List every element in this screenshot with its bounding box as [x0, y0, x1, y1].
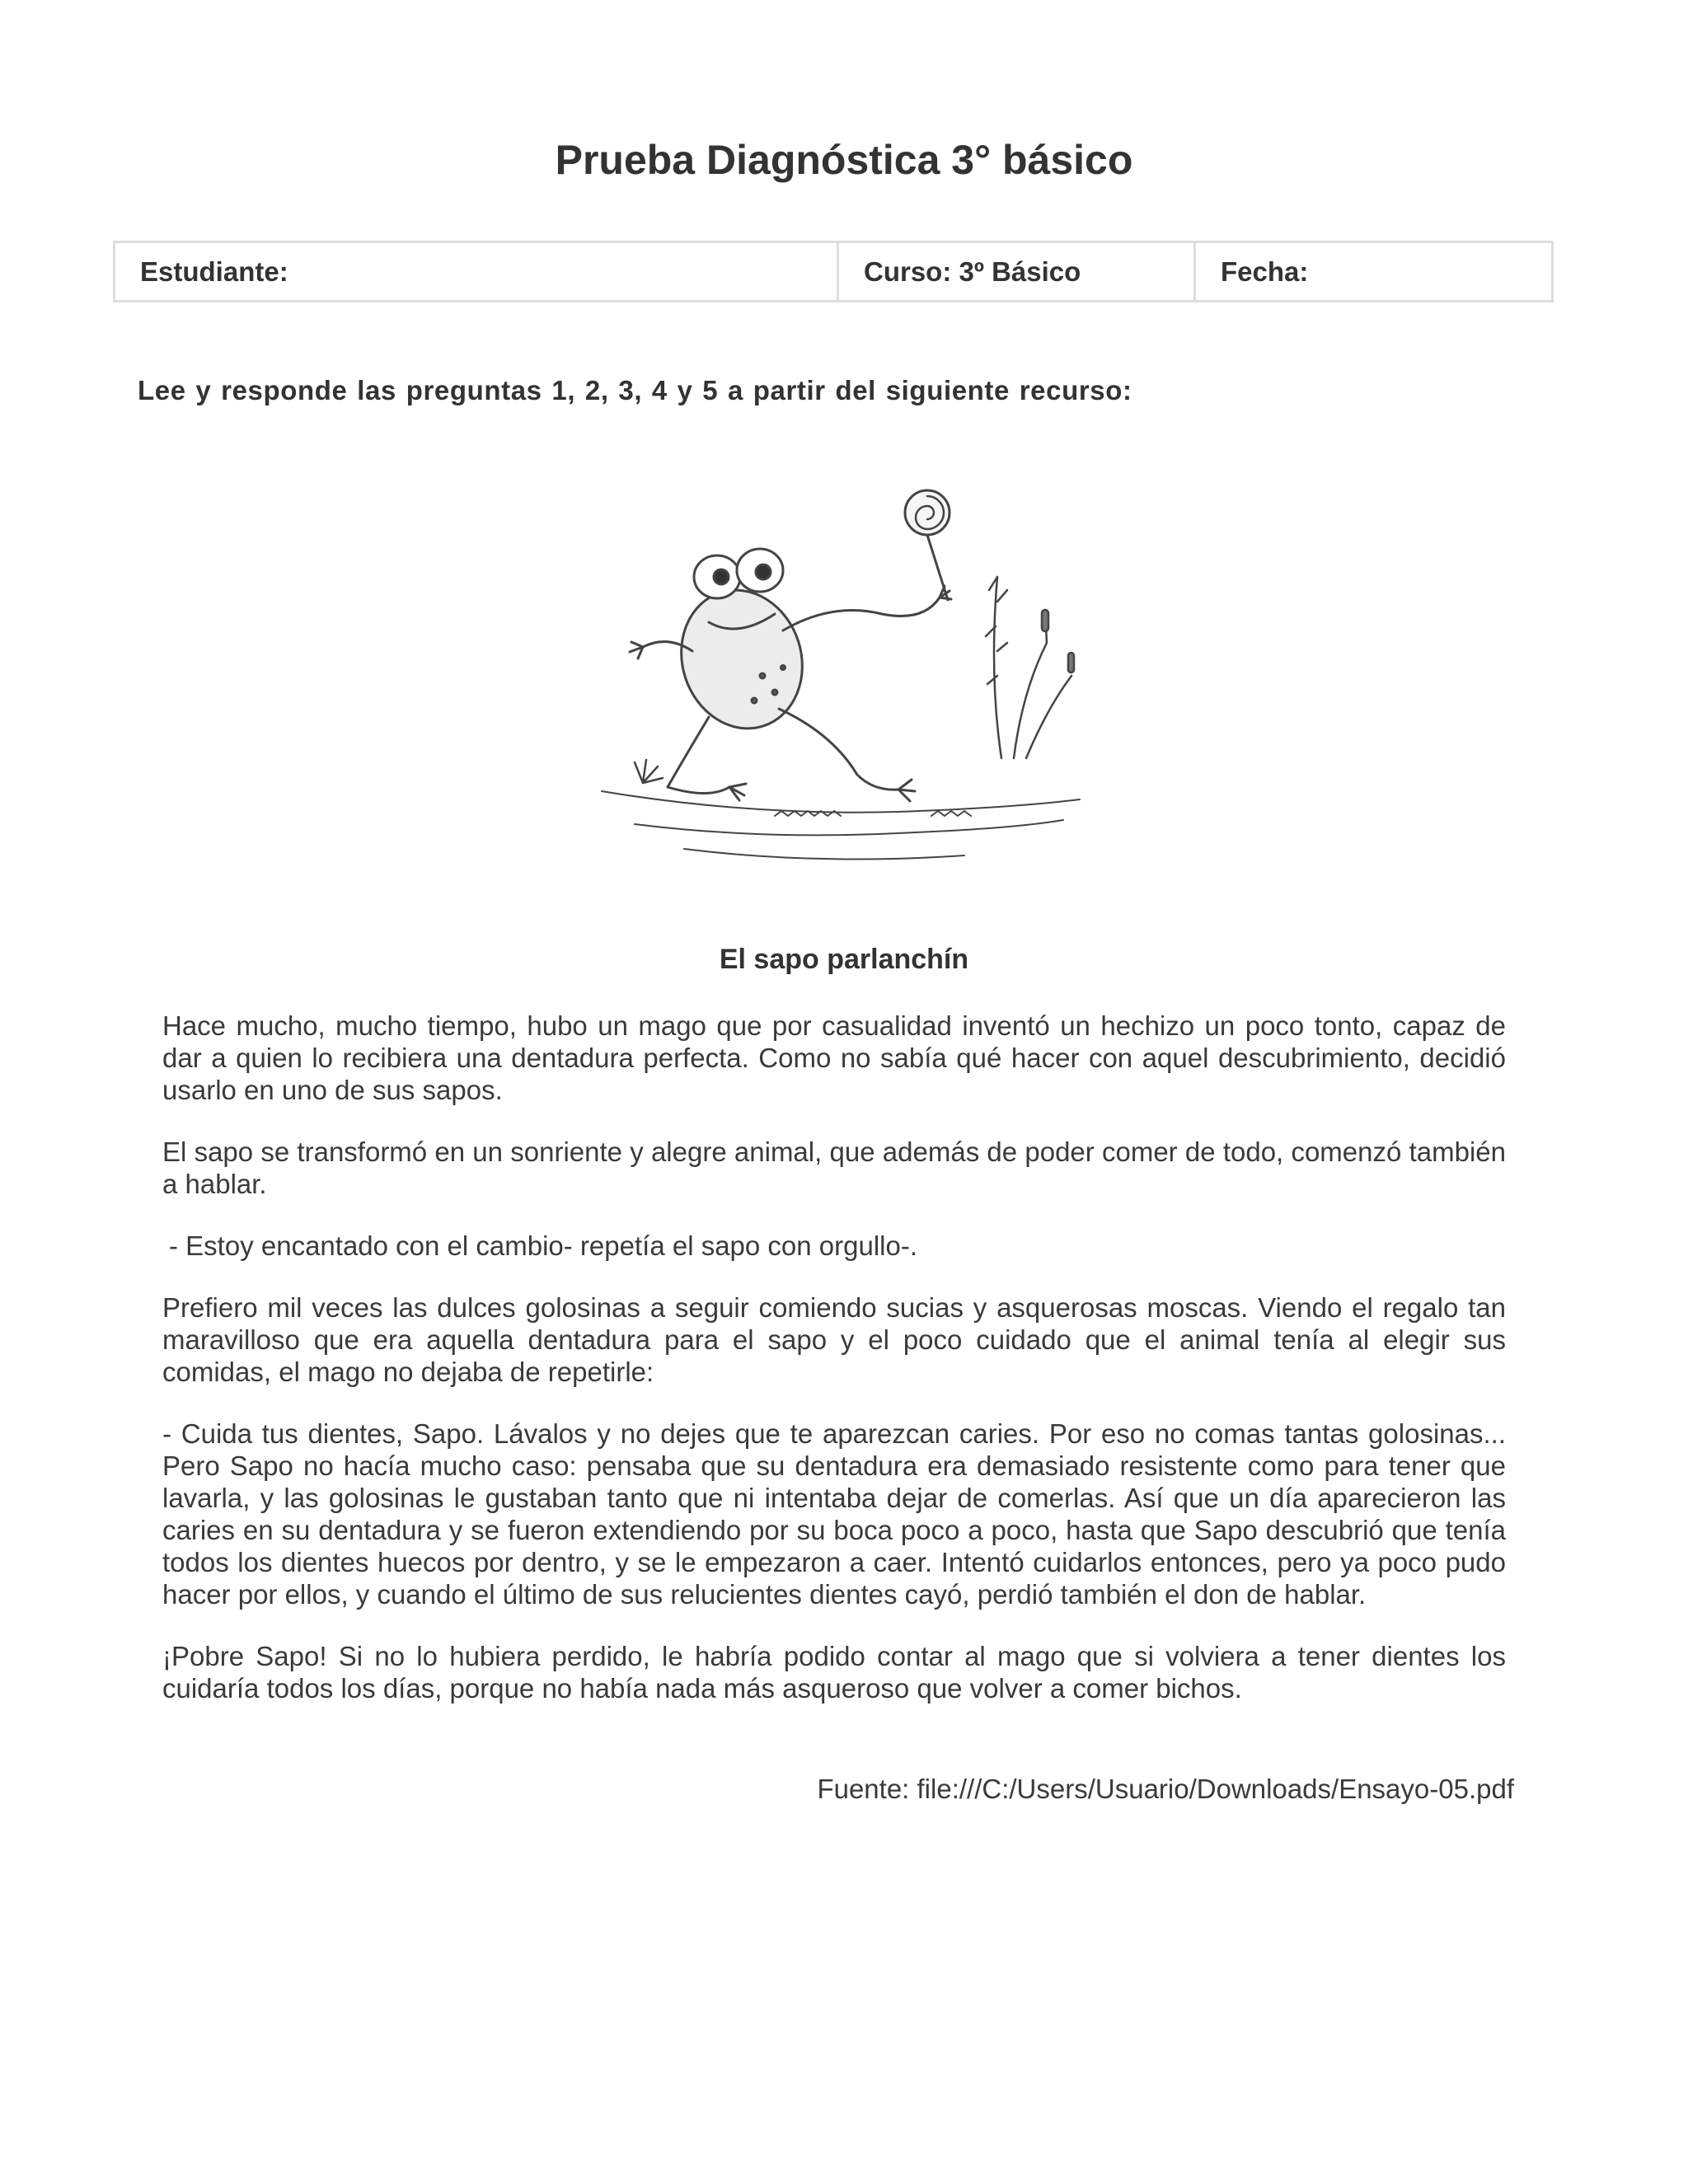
frog-icon [630, 549, 951, 801]
date-field[interactable]: Fecha: [1193, 243, 1551, 300]
student-name-field[interactable]: Estudiante: [140, 255, 288, 287]
reeds-icon [986, 577, 1074, 758]
story-body [162, 1010, 1506, 1734]
story-paragraph: Prefiero mil veces las dulces golosinas a seguir comiendo sucias y asquerosas moscas. Viendo el regalo tan maravilloso que era aquella dentadura para el sapo y el poco cuidado que el animal tenía al elegir sus comidas, el mago no dejaba de repetirle: [162, 1292, 1506, 1387]
frog-lollipop-illustration [585, 462, 1113, 874]
story-paragraph: - Estoy encantado con el cambio- repetía el sapo con orgullo-. [169, 1230, 918, 1261]
lollipop-icon [905, 490, 950, 600]
ground-icon [602, 791, 1080, 860]
story-paragraph: - Cuida tus dientes, Sapo. Lávalos y no dejes que te aparezcan caries. Por eso no comas tantas golosinas... Pero Sapo no hacía mucho caso: pensaba que su dentadura era demasiado resistente como para tener que lavarla, y las golosinas le gustaban tanto que ni intentaba dejar de comerlas. Así que un día aparecieron las caries en su dentadura y se fueron extendiendo por su boca poco a poco, hasta que Sapo descubrió que tenía todos los dientes huecos por dentro, y se le empezaron a caer. Intentó cuidarlos entonces, pero ya poco pudo hacer por ellos, y cuando el último de sus relucientes dientes cayó, perdió también el don de hablar. [162, 1418, 1506, 1610]
story-paragraph: ¡Pobre Sapo! Si no lo hubiera perdido, le habría podido contar al mago que si volviera a tener dientes los cuidaría todos los días, porque no había nada más asqueroso que volver a comer bichos. [162, 1641, 1506, 1704]
page-title: Prueba Diagnóstica 3° básico [555, 137, 1133, 183]
story-title: El sapo parlanchín [719, 944, 969, 975]
student-info-table [113, 241, 1554, 302]
story-paragraph: Hace mucho, mucho tiempo, hubo un mago que por casualidad inventó un hechizo un poco tonto, capaz de dar a quien lo recibiera una dentadura perfecta. Como no sabía qué hacer con aquel descubrimiento, decidió usarlo en uno de sus sapos. [162, 1010, 1506, 1105]
story-paragraph: El sapo se transformó en un sonriente y alegre animal, que además de poder comer de todo, comenzó también a hablar. [162, 1137, 1506, 1199]
source-citation: Fuente: file:///C:/Users/Usuario/Downloads/Ensayo-05.pdf [817, 1774, 1514, 1804]
instructions-text: Lee y responde las preguntas 1, 2, 3, 4 y 5 a partir del siguiente recurso: [138, 375, 1132, 405]
course-cell: Curso: 3º Básico [837, 243, 1193, 300]
